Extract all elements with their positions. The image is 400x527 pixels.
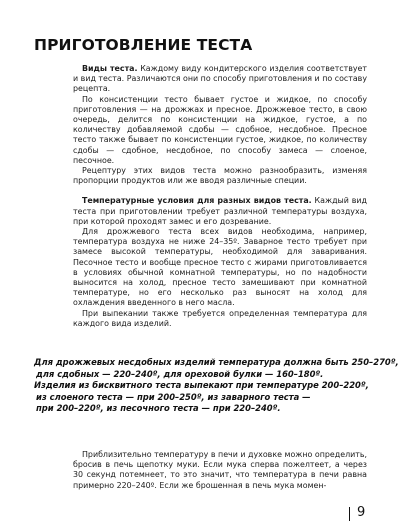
callout-line: Для дрожжевых несдобных изделий температура должна быть 250–270º,	[34, 357, 399, 367]
paragraph: При выпекании также требуется определенная температура для каждого вида изделий.	[73, 308, 367, 328]
main-text-continued	[73, 450, 367, 491]
paragraph: Приблизительно температуру в печи и духовке можно определить, бросив в печь щепотку муки. Если мука сперва пожелтеет, а через 30 секунд потемнеет, то это значит, что температура в печи равна примерно 220–240º. Если же брошенная в печь мука момен-	[73, 450, 367, 490]
paragraph	[73, 64, 367, 95]
callout-line: для сдобных — 220–240º, для ореховой булки — 160–180º.	[36, 368, 324, 379]
page-number: 9	[357, 505, 366, 520]
page-title: ПРИГОТОВЛЕНИЕ ТЕСТА	[34, 36, 253, 54]
page-number-divider	[349, 507, 350, 521]
paragraph-text: Каждый вид теста при приготовлении требует различной температуры воздуха, при которой проходят замес и его дозревание.	[73, 196, 367, 226]
paragraph	[73, 196, 367, 227]
callout-line: Изделия из бисквитного теста выпекают при температуре 200–220º,	[34, 380, 369, 391]
paragraph: Рецептуру этих видов теста можно разнообразить, изменяя пропорции продуктов или же вводя различные специи.	[73, 166, 367, 186]
temperature-callout	[34, 357, 399, 415]
main-text	[73, 64, 367, 329]
callout-line: из слоеного теста — при 200–250º, из заварного теста —	[36, 391, 311, 402]
section-heading: Температурные условия для разных видов теста.	[82, 196, 312, 206]
paragraph: По консистенции тесто бывает густое и жидкое, по способу приготовления — на дрожжах и пресное. Дрожжевое тесто, в свою очередь, делится по консистенции на жидкое, густое, а по количеству добавляемой сдобы — сдобное, несдобное. Пресное тесто также бывает по консистенции густое, жидкое, по количеству сдобы — сдобное, несдобное, по способу замеса — слоеное, песочное.	[73, 94, 367, 165]
callout-line: при 200–220º, из песочного теста — при 220–240º.	[36, 403, 281, 414]
paragraph-text: Каждому виду кондитерского изделия соответствует и вид теста. Различаются они по способу приготовления и по составу рецепта.	[73, 64, 367, 94]
paragraph: Для дрожжевого теста всех видов необходима, например, температура воздуха не ниже 24–35º. Заварное тесто требует при замесе высокой температуры, необходимой для заваривания. Песочное тесто и вообще пресное тесто с жирами приготовливается в условиях обычной комнатной температуры, но по надобности выносится на холод, пресное тесто замешивают при комнатной температуре, но его несколько раз выносят на холод для охлаждения введенного в него масла.	[73, 227, 367, 308]
section-heading: Виды теста.	[82, 64, 138, 73]
